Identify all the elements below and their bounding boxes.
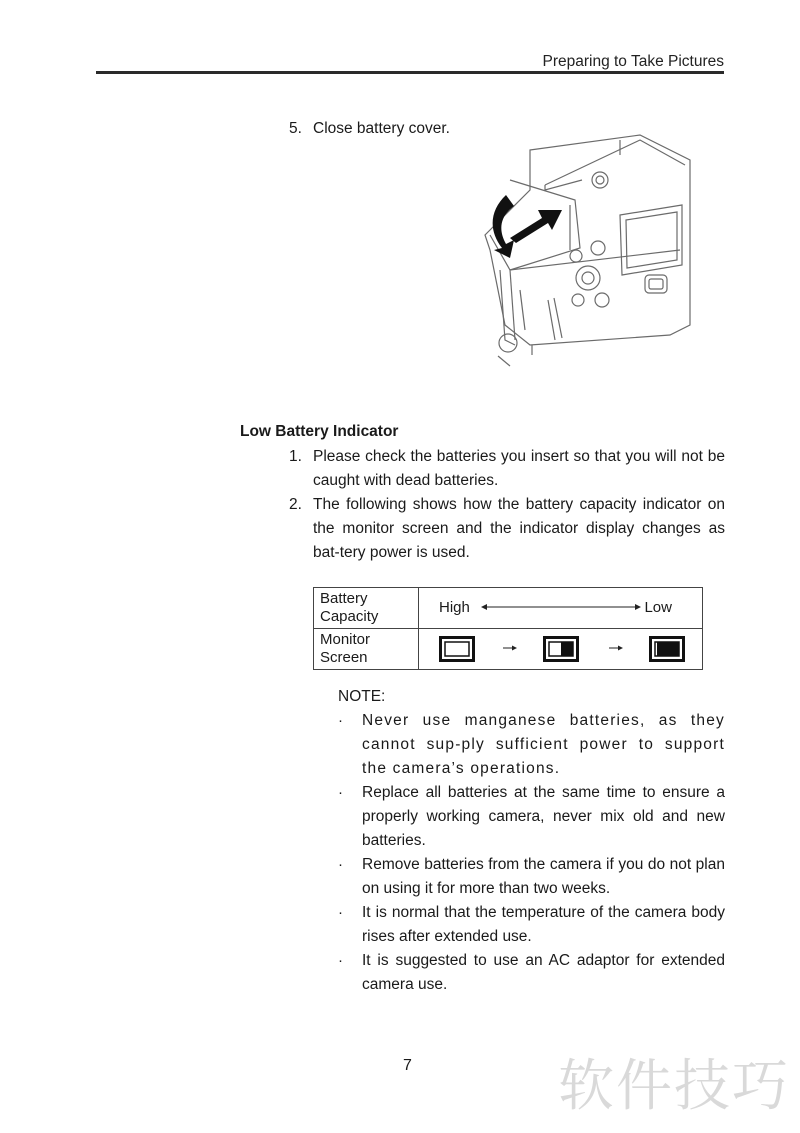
battery-capacity-label: Battery Capacity xyxy=(314,588,419,629)
low-label: Low xyxy=(644,599,672,616)
arrow-right-icon xyxy=(503,644,517,652)
table-row xyxy=(314,629,703,670)
capacity-scale-cell xyxy=(419,588,703,629)
step-text: Please check the batteries you insert so that you will not be caught with dead batteries. xyxy=(313,448,725,489)
monitor-icons-cell xyxy=(419,629,703,670)
list-item xyxy=(336,709,725,781)
page-number: 7 xyxy=(403,1057,412,1074)
list-item xyxy=(336,853,725,901)
instruction-list xyxy=(289,445,725,565)
camera-battery-cover-illustration xyxy=(470,130,700,375)
note-text: It is normal that the temperature of the camera body rises after extended use. xyxy=(362,904,725,945)
bullet-icon: · xyxy=(338,712,345,729)
bullet-icon: · xyxy=(338,856,343,873)
running-header: Preparing to Take Pictures xyxy=(542,53,724,70)
section-heading: Low Battery Indicator xyxy=(240,423,399,440)
bullet-icon: · xyxy=(338,952,343,969)
battery-full-icon xyxy=(439,636,475,662)
note-text: Remove batteries from the camera if you do not plan on using it for more than two weeks. xyxy=(362,856,725,897)
bullet-icon: · xyxy=(338,784,343,801)
table-row xyxy=(314,588,703,629)
step-5 xyxy=(289,120,450,138)
list-item xyxy=(336,781,725,853)
step-5-number: 5. xyxy=(289,120,302,137)
step-5-text: Close battery cover. xyxy=(313,120,450,137)
list-item xyxy=(336,901,725,949)
step-text: The following shows how the battery capacity indicator on the monitor screen and the indicator display changes as bat-tery power is used. xyxy=(313,496,725,561)
note-label: NOTE: xyxy=(338,688,386,705)
note-text: Replace all batteries at the same time to ensure a properly working camera, never mix old and new batteries. xyxy=(362,784,725,849)
high-label: High xyxy=(439,599,470,616)
header-rule xyxy=(96,71,724,74)
arrow-right-icon xyxy=(609,644,623,652)
bullet-icon: · xyxy=(338,904,343,921)
list-item xyxy=(336,949,725,997)
list-item xyxy=(289,493,725,565)
battery-half-icon xyxy=(543,636,579,662)
step-number: 2. xyxy=(289,496,302,513)
battery-low-icon xyxy=(649,636,685,662)
note-text: It is suggested to use an AC adaptor for extended camera use. xyxy=(362,952,725,993)
step-number: 1. xyxy=(289,448,302,465)
watermark: 软件技巧 xyxy=(558,1054,790,1119)
list-item xyxy=(289,445,725,493)
monitor-screen-label: Monitor Screen xyxy=(314,629,419,670)
note-text: Never use manganese batteries, as they cannot sup-ply sufficient power to support the camera’s operations. xyxy=(362,712,725,777)
note-list xyxy=(336,709,725,997)
battery-indicator-table xyxy=(313,587,703,670)
double-arrow-icon xyxy=(481,602,641,612)
